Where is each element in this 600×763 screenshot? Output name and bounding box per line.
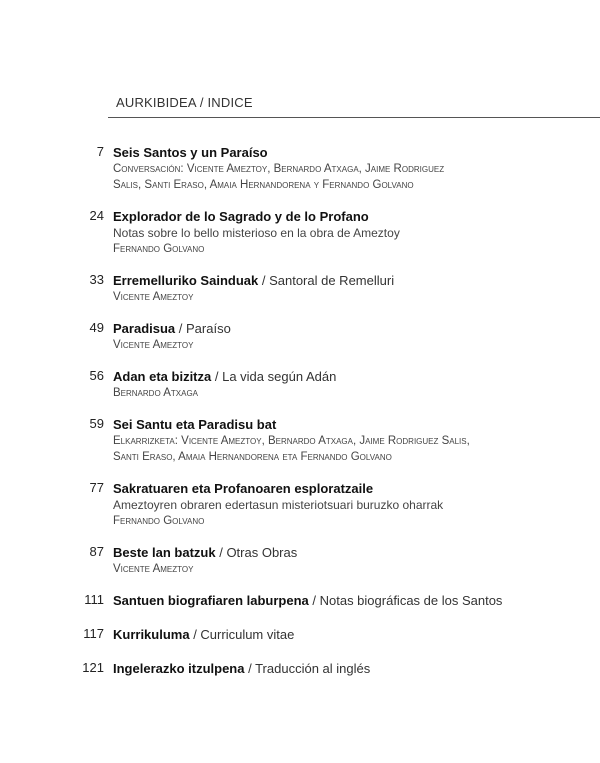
entry-title-line bbox=[113, 320, 583, 337]
entry-title: Ingelerazko itzulpena bbox=[113, 661, 245, 676]
entry-subtitle: Paraíso bbox=[186, 321, 231, 336]
entry-body bbox=[113, 144, 583, 193]
entry-body bbox=[113, 416, 583, 465]
title-separator: / bbox=[308, 593, 320, 608]
entry-title: Santuen biografiaren laburpena bbox=[113, 593, 309, 608]
entry-subline: Elkarrizketa: Vicente Ameztoy, Bernardo Atxaga, Jaime Rodriguez Salis, bbox=[113, 435, 470, 447]
page-number: 7 bbox=[96, 144, 104, 159]
entry-title: Sei Santu eta Paradisu bat bbox=[113, 417, 277, 432]
entry-title-line bbox=[113, 208, 583, 225]
page-number: 59 bbox=[89, 416, 104, 431]
entry-subline: Vicente Ameztoy bbox=[113, 339, 194, 351]
entry-title: Beste lan batzuk bbox=[113, 545, 216, 560]
page-number: 87 bbox=[89, 544, 104, 559]
entry-subtitle: Otras Obras bbox=[226, 545, 298, 560]
page-number: 77 bbox=[89, 480, 104, 495]
entry-body bbox=[113, 320, 583, 353]
entry-subline: Fernando Golvano bbox=[113, 243, 205, 255]
entry-title-line bbox=[113, 144, 583, 161]
entry-title-line bbox=[113, 592, 583, 609]
entry-subline: Santi Eraso, Amaia Hernandorena eta Fernando Golvano bbox=[113, 451, 392, 463]
entry-title-line bbox=[113, 368, 583, 385]
entry-subline: Fernando Golvano bbox=[113, 515, 205, 527]
entry-body bbox=[113, 480, 583, 529]
entry-title-line bbox=[113, 416, 583, 433]
entry-title-line bbox=[113, 272, 583, 289]
entry-body bbox=[113, 368, 583, 401]
entry-subline: Vicente Ameztoy bbox=[113, 291, 194, 303]
page-number: 111 bbox=[84, 592, 104, 607]
entry-body bbox=[113, 592, 583, 609]
entry-subline: Salis, Santi Eraso, Amaia Hernandorena y Fernando Golvano bbox=[113, 179, 414, 191]
entry-subline: Notas sobre lo bello misterioso en la obra de Ameztoy bbox=[113, 226, 400, 240]
entry-body bbox=[113, 626, 583, 643]
entry-title-line bbox=[113, 626, 583, 643]
entry-body bbox=[113, 660, 583, 677]
entry-title: Paradisua bbox=[113, 321, 176, 336]
entry-title-line bbox=[113, 660, 583, 677]
entry-title: Seis Santos y un Paraíso bbox=[113, 145, 268, 160]
title-separator: / bbox=[175, 321, 186, 336]
title-separator: / bbox=[189, 627, 201, 642]
page-number: 121 bbox=[82, 660, 104, 675]
entry-subtitle: La vida según Adán bbox=[222, 369, 337, 384]
entry-title-line bbox=[113, 480, 583, 497]
page-number: 56 bbox=[89, 368, 104, 383]
entry-subtitle: Notas biográficas de los Santos bbox=[319, 593, 503, 608]
title-separator: / bbox=[258, 273, 270, 288]
entry-body bbox=[113, 272, 583, 305]
entry-subline: Ameztoyren obraren edertasun misteriotsuari buruzko oharrak bbox=[113, 498, 444, 512]
page-number: 117 bbox=[83, 626, 104, 641]
entry-subtitle: Traducción al inglés bbox=[255, 661, 371, 676]
title-separator: / bbox=[211, 369, 223, 384]
entry-title-line bbox=[113, 544, 583, 561]
toc-heading: AURKIBIDEA / INDICE bbox=[116, 95, 253, 110]
entry-title: Adan eta bizitza bbox=[113, 369, 212, 384]
entry-title: Sakratuaren eta Profanoaren esploratzaile bbox=[113, 481, 374, 496]
entry-title: Kurrikuluma bbox=[113, 627, 190, 642]
title-separator: / bbox=[244, 661, 256, 676]
page-number: 49 bbox=[89, 320, 104, 335]
page-number: 33 bbox=[89, 272, 104, 287]
entry-subtitle: Curriculum vitae bbox=[200, 627, 295, 642]
entry-subtitle: Santoral de Remelluri bbox=[269, 273, 395, 288]
title-separator: / bbox=[215, 545, 227, 560]
heading-rule bbox=[108, 117, 600, 118]
entry-subline: Conversación: Vicente Ameztoy, Bernardo Atxaga, Jaime Rodriguez bbox=[113, 163, 445, 175]
entry-title: Erremelluriko Sainduak bbox=[113, 273, 259, 288]
entry-title: Explorador de lo Sagrado y de lo Profano bbox=[113, 209, 369, 224]
entry-subline: Bernardo Atxaga bbox=[113, 387, 199, 399]
entry-body bbox=[113, 208, 583, 257]
page-number: 24 bbox=[89, 208, 104, 223]
entry-body bbox=[113, 544, 583, 577]
entry-subline: Vicente Ameztoy bbox=[113, 563, 194, 575]
